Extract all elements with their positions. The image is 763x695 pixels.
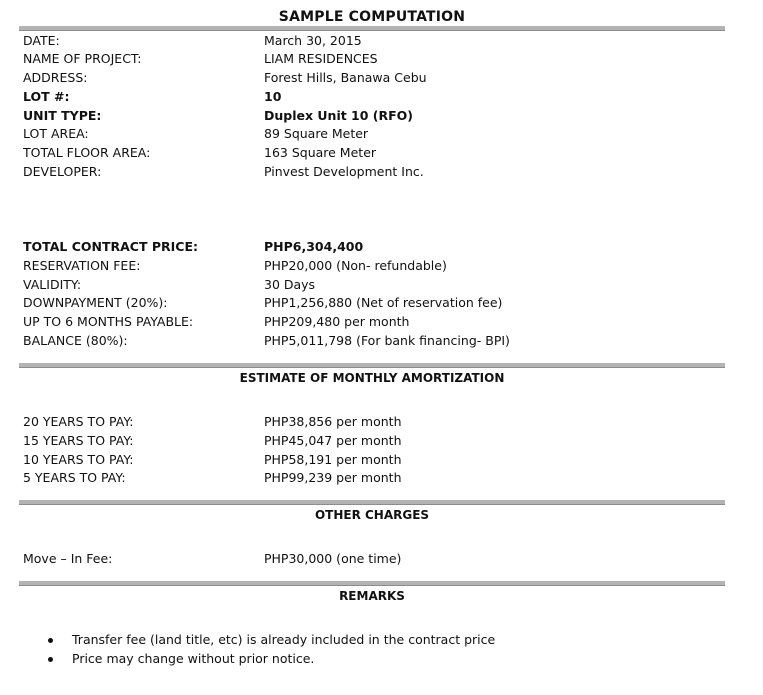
amortization-label: 5 YEARS TO PAY: <box>23 470 126 485</box>
price-row-six-months <box>0 314 763 333</box>
charge-label: Move – In Fee: <box>23 551 113 566</box>
remarks-heading: REMARKS <box>339 589 405 603</box>
info-row-project-name <box>0 51 763 70</box>
price-value: PHP209,480 per month <box>264 314 410 329</box>
amortization-row <box>0 470 763 489</box>
info-value: 89 Square Meter <box>264 126 369 141</box>
amortization-divider <box>19 363 725 368</box>
price-value: PHP6,304,400 <box>264 239 364 254</box>
price-value: 30 Days <box>264 277 316 292</box>
amortization-row <box>0 452 763 471</box>
price-label: DOWNPAYMENT (20%): <box>23 295 168 310</box>
price-label: TOTAL CONTRACT PRICE: <box>23 239 198 254</box>
amortization-label: 10 YEARS TO PAY: <box>23 452 134 467</box>
info-label: LOT #: <box>23 89 70 104</box>
remark-item <box>0 632 763 651</box>
amortization-value: PHP58,191 per month <box>264 452 402 467</box>
amortization-value: PHP99,239 per month <box>264 470 402 485</box>
price-value: PHP20,000 (Non- refundable) <box>264 258 447 273</box>
amortization-heading: ESTIMATE OF MONTHLY AMORTIZATION <box>239 371 505 385</box>
amortization-row <box>0 433 763 452</box>
price-row-total-contract <box>0 239 763 258</box>
info-label: UNIT TYPE: <box>23 108 102 123</box>
amortization-value: PHP45,047 per month <box>264 433 402 448</box>
remark-text: Price may change without prior notice. <box>72 651 315 666</box>
amortization-label: 15 YEARS TO PAY: <box>23 433 134 448</box>
price-row-validity <box>0 277 763 296</box>
price-value: PHP5,011,798 (For bank financing- BPI) <box>264 333 510 348</box>
info-value: Duplex Unit 10 (RFO) <box>264 108 414 123</box>
other-charges-row <box>0 551 763 570</box>
info-label: NAME OF PROJECT: <box>23 51 142 66</box>
info-row-floor-area <box>0 145 763 164</box>
info-row-lot-number <box>0 89 763 108</box>
price-row-downpayment <box>0 295 763 314</box>
price-value: PHP1,256,880 (Net of reservation fee) <box>264 295 503 310</box>
price-label: BALANCE (80%): <box>23 333 128 348</box>
info-value: 10 <box>264 89 282 104</box>
info-label: LOT AREA: <box>23 126 89 141</box>
amortization-row <box>0 414 763 433</box>
price-row-reservation-fee <box>0 258 763 277</box>
info-label: DATE: <box>23 33 60 48</box>
remarks-divider <box>19 581 725 586</box>
other-charges-divider <box>19 500 725 505</box>
info-row-date <box>0 33 763 52</box>
info-row-developer <box>0 164 763 183</box>
info-row-address <box>0 70 763 89</box>
price-label: RESERVATION FEE: <box>23 258 141 273</box>
info-value: 163 Square Meter <box>264 145 377 160</box>
info-label: ADDRESS: <box>23 70 88 85</box>
info-row-lot-area <box>0 126 763 145</box>
remark-text: Transfer fee (land title, etc) is already included in the contract price <box>72 632 496 647</box>
charge-value: PHP30,000 (one time) <box>264 551 402 566</box>
info-value: Pinvest Development Inc. <box>264 164 424 179</box>
bullet-icon <box>48 657 53 662</box>
amortization-value: PHP38,856 per month <box>264 414 402 429</box>
info-label: TOTAL FLOOR AREA: <box>23 145 151 160</box>
document-title: SAMPLE COMPUTATION <box>278 9 466 25</box>
amortization-label: 20 YEARS TO PAY: <box>23 414 134 429</box>
info-label: DEVELOPER: <box>23 164 102 179</box>
title-divider <box>19 26 725 31</box>
price-label: VALIDITY: <box>23 277 82 292</box>
info-value: March 30, 2015 <box>264 33 362 48</box>
price-row-balance <box>0 333 763 352</box>
info-value: LIAM RESIDENCES <box>264 51 378 66</box>
price-label: UP TO 6 MONTHS PAYABLE: <box>23 314 194 329</box>
remark-item <box>0 651 763 670</box>
info-row-unit-type <box>0 108 763 127</box>
info-value: Forest Hills, Banawa Cebu <box>264 70 427 85</box>
bullet-icon <box>48 638 53 643</box>
other-charges-heading: OTHER CHARGES <box>314 508 430 522</box>
